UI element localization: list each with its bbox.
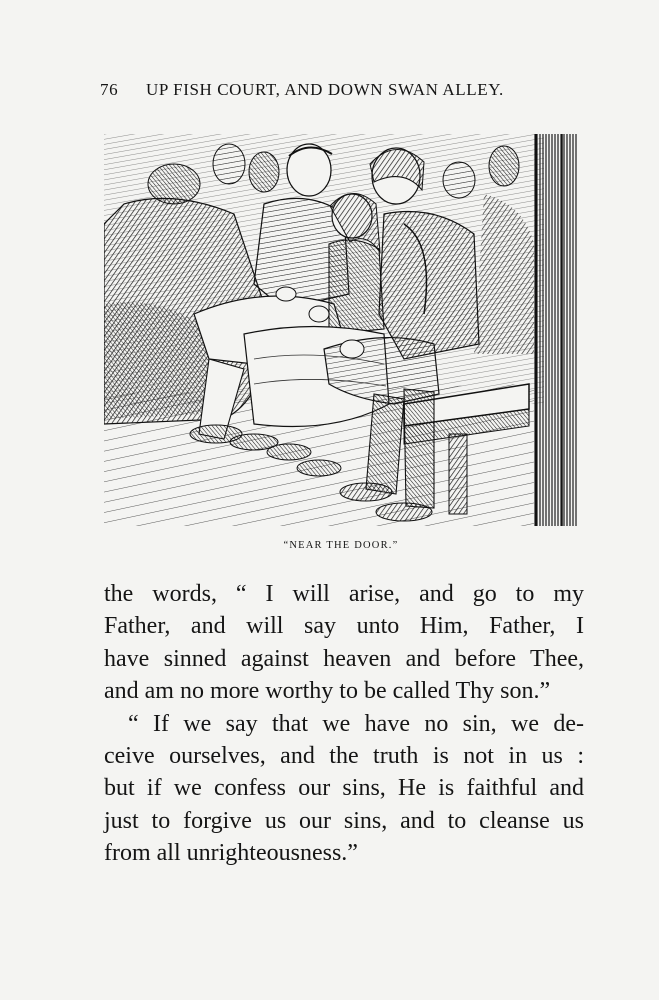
engraving-illustration	[104, 134, 578, 526]
paragraph-2	[104, 708, 584, 870]
body-text	[104, 578, 584, 870]
text-line: the words, “ I will arise, and go to my	[104, 581, 584, 607]
text-line: have sinned against heaven and before Thee,	[104, 645, 584, 672]
running-head-title: UP FISH COURT, AND DOWN SWAN ALLEY.	[146, 80, 504, 99]
running-head	[100, 80, 580, 100]
text-line: ceive ourselves, and the truth is not in us :	[104, 742, 584, 769]
text-line: and am no more worthy to be called Thy son.”	[104, 678, 551, 705]
text-line: just to forgive us our sins, and to cleanse us	[104, 807, 584, 834]
paragraph-1	[104, 578, 584, 708]
text-line: from all unrighteousness.”	[104, 840, 358, 867]
illustration-caption: “NEAR THE DOOR.”	[283, 540, 399, 551]
page-number: 76	[100, 80, 119, 99]
engraving-drawing	[104, 134, 578, 526]
text-line: but if we confess our sins, He is faithful and	[104, 775, 584, 802]
text-line: “ If we say that we have no sin, we de-	[128, 710, 584, 737]
text-line: Father, and will say unto Him, Father, I	[104, 613, 584, 640]
